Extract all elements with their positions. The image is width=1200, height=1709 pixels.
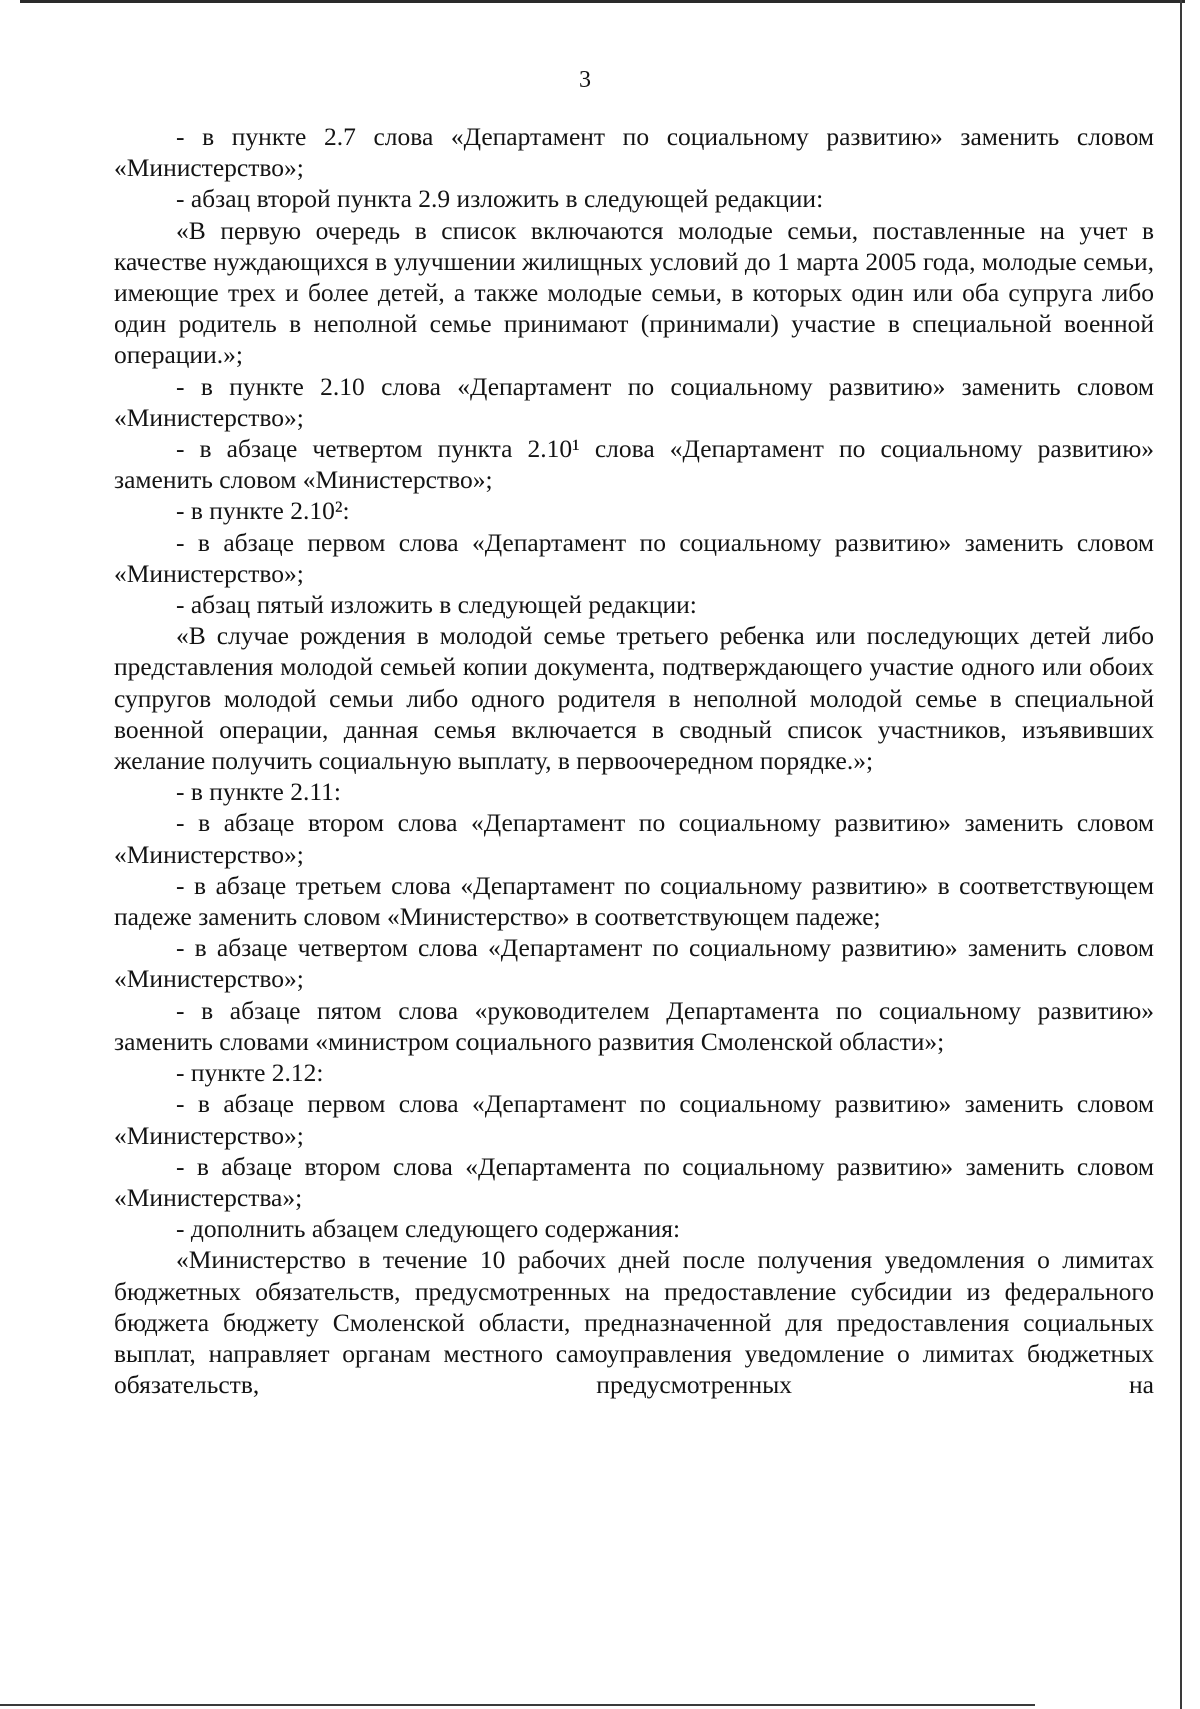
- paragraph: - в абзаце втором слова «Департамент по социальному развитию» заменить словом «Министерство»;: [114, 808, 1154, 869]
- paragraph: - абзац второй пункта 2.9 изложить в следующей редакции:: [176, 184, 824, 214]
- page-number: 3: [579, 67, 591, 93]
- paragraph: - в абзаце пятом слова «руководителем Департамента по социальному развитию» заменить словами «министром социального развития Смоленской области»;: [114, 995, 1154, 1056]
- paragraph: - в абзаце втором слова «Департамента по социальному развитию» заменить словом «Министерства»;: [114, 1151, 1154, 1212]
- paragraph: - в абзаце первом слова «Департамент по социальному развитию» заменить словом «Министерство»;: [114, 527, 1154, 588]
- scan-edge-right: [1180, 0, 1182, 1709]
- paragraph: - в пункте 2.11:: [176, 777, 341, 807]
- paragraph: - абзац пятый изложить в следующей редакции:: [176, 590, 697, 620]
- paragraph: «В случае рождения в молодой семье третьего ребенка или последующих детей либо представления молодой семьей копии документа, подтверждающего участие одного или обоих супругов молодой семьи либо одного родителя в неполной молодой семье в специальной военной операции, данная семья включается в сводный список участников, изъявивших желание получить социальную выплату, в первоочередном порядке.»;: [114, 621, 1154, 776]
- paragraph: - в пункте 2.10 слова «Департамент по социальному развитию» заменить словом «Министерство»;: [114, 371, 1154, 432]
- paragraph: - в абзаце первом слова «Департамент по социальному развитию» заменить словом «Министерство»;: [114, 1089, 1154, 1150]
- document-body: [114, 121, 1154, 1400]
- paragraph: - в пункте 2.10²:: [176, 496, 350, 526]
- scan-edge-top: [20, 0, 1185, 3]
- paragraph-continued: «Министерство в течение 10 рабочих дней после получения уведомления о лимитах бюджетных обязательств, предусмотренных на предоставление субсидии из федерального бюджета бюджету Смоленской области, предназначенной для предоставления социальных выплат, направляет органам местного самоуправления уведомление о лимитах бюджетных обязательств, предусмотренных на: [114, 1245, 1154, 1400]
- scan-edge-bottom: [0, 1704, 1035, 1706]
- paragraph: - в абзаце третьем слова «Департамент по социальному развитию» в соответствующем падеже заменить словом «Министерство» в соответствующем падеже;: [114, 870, 1154, 932]
- paragraph: «В первую очередь в список включаются молодые семьи, поставленные на учет в качестве нуждающихся в улучшении жилищных условий до 1 марта 2005 года, молодые семьи, имеющие трех и более детей, а также молодые семьи, в которых один или оба супруга либо один родитель в неполной семье принимают (принимали) участие в специальной военной операции.»;: [114, 215, 1154, 370]
- paragraph: - в пункте 2.7 слова «Департамент по социальному развитию» заменить словом «Министерство»;: [114, 122, 1154, 183]
- paragraph: - в абзаце четвертом слова «Департамент по социальному развитию» заменить словом «Министерство»;: [114, 933, 1154, 994]
- paragraph: - в абзаце четвертом пункта 2.10¹ слова «Департамент по социальному развитию» заменить словом «Министерство»;: [114, 434, 1154, 495]
- paragraph: - дополнить абзацем следующего содержания:: [176, 1214, 681, 1244]
- paragraph: - пункте 2.12:: [176, 1058, 324, 1088]
